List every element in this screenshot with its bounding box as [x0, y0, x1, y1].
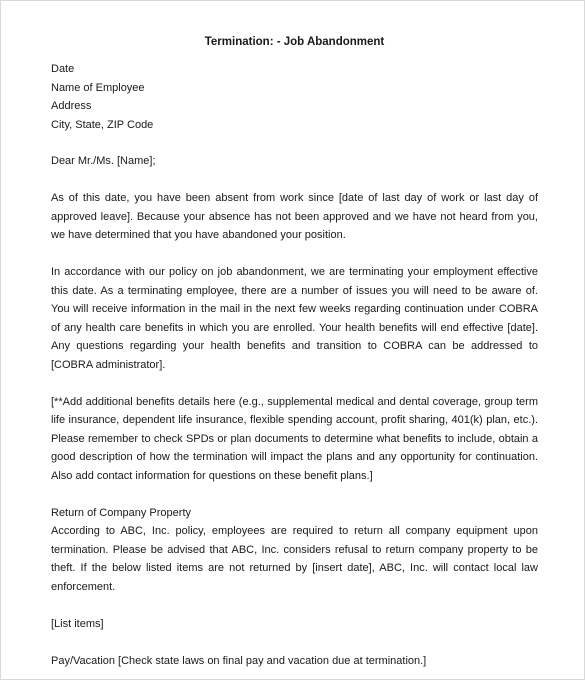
policy-paragraph: In accordance with our policy on job abandonment, we are terminating your employment effective this date. As a terminating employee, there are a number of issues you will need to be aware of. You will receive information in the mail in the next few weeks regarding continuation under COBRA of any health care benefits in which you are enrolled. Your health benefits will end effective [date]. Any questions regarding your health benefits and transition to COBRA can be addressed to [COBRA administrator].: [51, 266, 538, 371]
benefits-paragraph: [**Add additional benefits details here (e.g., supplemental medical and dental coverage, group term life insurance, dependent life insurance, flexible spending account, profit sharing, 401(k) plan, etc.). Please remember to check SPDs or plan documents to determine what benefits to include, obtain a good description of how the termination will impact the plans and any opportunity for continuation. Also add contact information for questions on these benefit plans.]: [51, 395, 538, 482]
date-field: Date: [51, 63, 75, 75]
address-field: Address: [51, 100, 92, 112]
list-items-placeholder: [List items]: [51, 617, 104, 630]
property-heading: Return of Company Property: [51, 506, 192, 519]
employee-name-field: Name of Employee: [51, 81, 145, 94]
document-title: Termination: - Job Abandonment: [204, 36, 385, 48]
pay-vacation-line: Pay/Vacation [Check state laws on final pay and vacation due at termination.]: [51, 654, 427, 667]
absence-paragraph: As of this date, you have been absent from work since [date of last day of work or last day of approved leave]. Because your absence has not been approved and we have not heard from you, we have determined that you have abandoned your position.: [51, 192, 538, 241]
city-state-zip-field: City, State, ZIP Code: [51, 118, 154, 131]
header-fields: [51, 60, 538, 134]
salutation: Dear Mr./Ms. [Name];: [51, 155, 156, 167]
property-paragraph: According to ABC, Inc. policy, employees are required to return all company equipment upon termination. Please be advised that ABC, Inc. considers refusal to return company property to be theft. If the below listed items are not returned by [insert date], ABC, Inc. will contact local law enforcement.: [51, 525, 538, 593]
